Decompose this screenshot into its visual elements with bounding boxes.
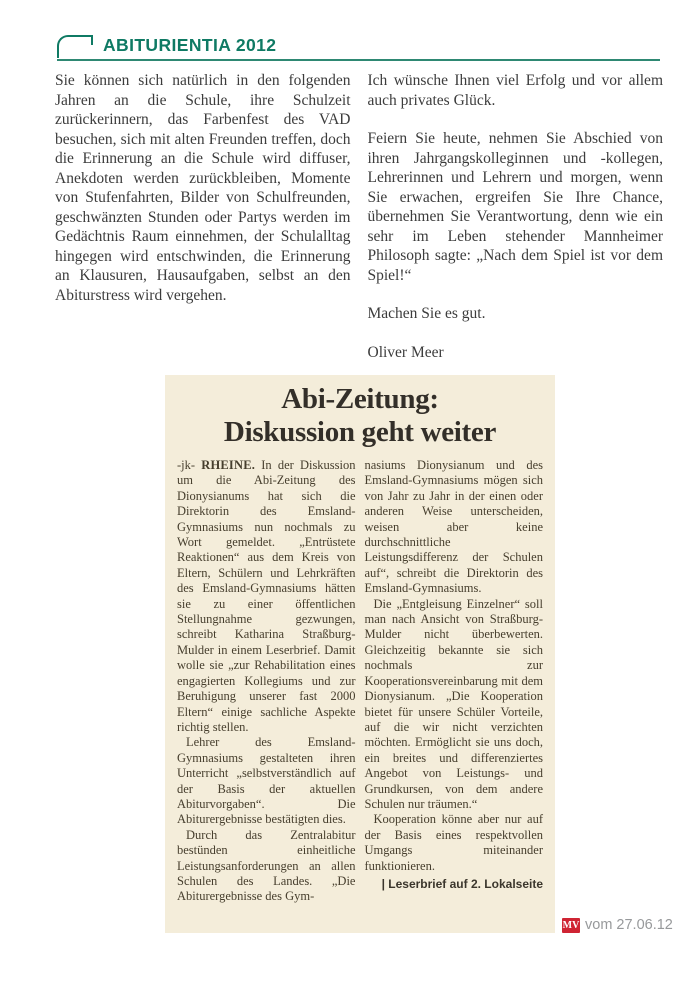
clipping-paragraph: Kooperation könne aber nur auf der Basis eines respektvollen Umgangs miteinander funktionieren. [364,812,543,873]
clipping-paragraph-text: In der Diskussion um die Abi-Zeitung des Dionysianums hat sich die Direktorin des Emsland-Gymnasiums nun nochmals zu Wort gemeldet. „Entrüstete Reaktionen“ aus dem Kreis von Eltern, Schülern und Lehrkräften des Emsland-Gymnasiums hätten sie zu einer öffentlichen Stellungnahme gezwungen, schreibt Katharina Straßburg-Mulder in einem Leserbrief. Damit wolle sie „zur Rehabilitation eines engagierten Kollegiums und zur Beruhigung unserer fast 2000 Eltern“ einige sachliche Aspekte richtig stellen. [177,458,356,734]
letter-left-column [55,71,351,362]
clipping-reference-note: | Leserbrief auf 2. Lokalseite [381,876,543,891]
clipping-right-column [365,458,544,905]
letter-paragraph: Sie können sich natürlich in den folgenden Jahren an die Schule, ihre Schulzeit zurückerinnern, das Farbenfest des VAD besuchen, sich mit alten Freunden treffen, doch die Erinnerung an die Schule wird diffuser, Anekdoten werden zurückbleiben, Momente von Stufenfahrten, Bilder von Schulfreunden, geschwänzten Stunden oder Partys werden im Gedächtnis Raum einnehmen, der Schulalltag hingegen wird entschwinden, die Erinnerung an Klausuren, Hausaufgaben, selbst an den Abiturstress wird vergehen. [55,72,351,304]
letter-paragraph: Feiern Sie heute, nehmen Sie Abschied von ihren Jahrgangskolleginnen und -kollegen, Lehrerinnen und Lehrern und morgen, wenn Sie erwachen, ergreifen Sie Ihre Chance, übernehmen Sie Verantwortung, denn wie ein sehr im Leben stehender Mannheimer Philosoph sagte: „Nach dem Spiel ist vor dem Spiel!“ [367,130,663,284]
letter-closing: Machen Sie es gut. [367,305,486,322]
letter-signature: Oliver Meer [367,343,444,361]
letter-paragraph: Ich wünsche Ihnen viel Erfolg und vor allem auch privates Glück. [367,72,663,109]
page-header [57,33,660,61]
clipping-paragraph [177,458,356,735]
header-divider [57,59,660,61]
clipping-paragraph: Durch das Zentralabitur bestünden einheitliche Leistungsanforderungen an allen Schulen des Landes. „Die Abiturergebnisse des Gym- [177,827,356,904]
source-attribution [562,917,673,933]
letter-right-column [368,71,664,362]
header-tab-icon [57,35,93,58]
clipping-paragraph: Die „Entgleisung Einzelner“ soll man nach Ansicht von Straßburg-Mulder nicht überbewerten. Gleichzeitig bekannte sie sich nochmals zur Kooperationsvereinbarung mit dem Dionysianum. „Die Kooperation bietet für unsere Schüler Vorteile, auf die wir nicht verzichten möchten. Ermöglicht sie uns doch, ein breites und differenziertes Angebot von Leistungs- und Grundkursen, von dem andere Schulen nur träumen.“ [364,596,543,811]
clipping-headline-line2: Diskussion geht weiter [223,416,497,448]
clipping-left-column [177,458,356,905]
source-date: vom 27.06.12 [585,917,673,933]
clipping-paragraph: Lehrer des Emsland-Gymnasiums gestalteten ihren Unterricht „selbstverständlich auf der Basis der aktuellen Abiturvorgaben“. Die Abiturergebnisse bestätigten dies. [177,735,356,827]
page-title: ABITURIENTIA 2012 [103,34,277,55]
letter-text [55,71,663,362]
newspaper-clipping [165,375,555,933]
dateline-city: RHEINE. [201,458,256,472]
mv-logo-badge: MV [562,919,580,931]
clipping-paragraph: nasiums Dionysianum und des Emsland-Gymnasiums mögen sich von Jahr zu Jahr in der einen oder anderen Weise unterscheiden, weisen aber keine durchschnittliche Leistungsdifferenz der Schulen auf“, schreibt die Direktorin des Emsland-Gymnasiums. [364,458,543,596]
clipping-headline-line1: Abi-Zeitung: [281,383,439,415]
clipping-body [177,458,543,905]
clipping-headline [177,383,543,449]
dateline-initials: -jk- [177,458,196,472]
